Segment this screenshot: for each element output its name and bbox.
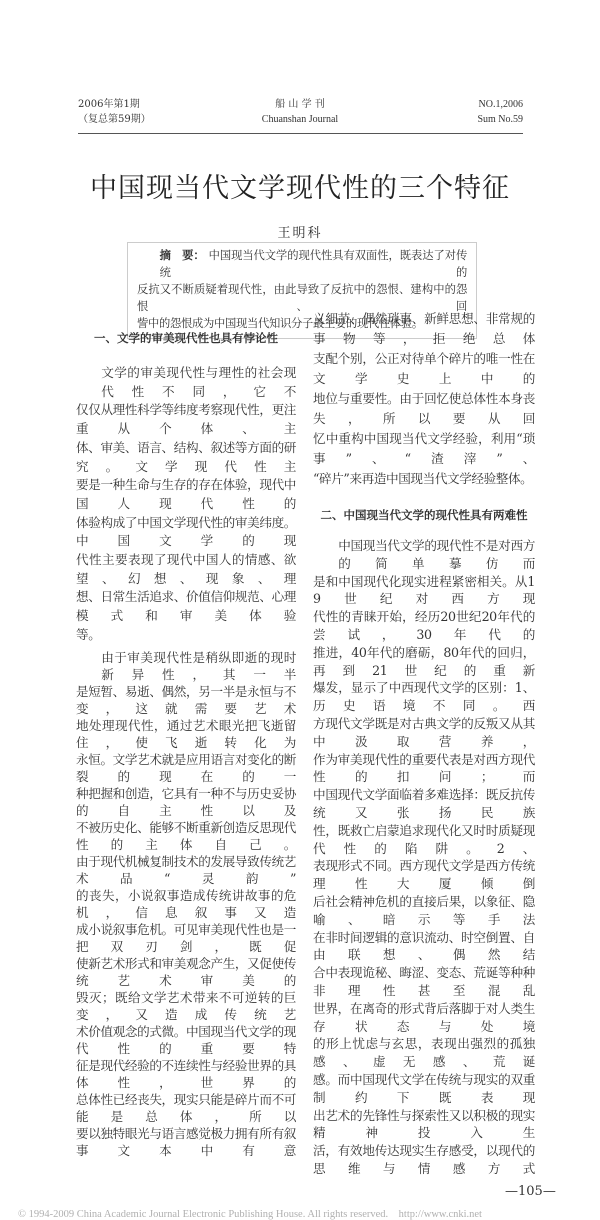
text-line: 使新艺术形式和审美观念产生，又促使传统艺术审美的	[76, 955, 296, 988]
paragraph	[76, 649, 296, 1159]
text-line: 活，有效地传达现实生存感受，以现代的思维与情感方式	[313, 1143, 535, 1176]
text-line: 代性主要表现了现代中国人的情感、欲望、幻想、现象、理	[76, 552, 296, 586]
abstract-line	[137, 247, 467, 281]
text-line: “碎片”来再造中国现当代文学经验整体。	[313, 471, 533, 486]
text-line: 合中表现诡秘、晦涩、变态、荒诞等种种非理性甚至混乱	[313, 965, 535, 998]
text-line: 体验构成了中国文学现代性的审美纬度。中国文学的现	[76, 514, 296, 549]
text-line: 等。	[76, 626, 101, 642]
text-line: 由于审美现代性是稍纵即逝的现时新异性，其一半	[101, 649, 296, 682]
journal-name-en: Chuanshan Journal	[261, 114, 339, 125]
text-line: 要是一种生命与生存的存在体验，现代中国人现代性的	[76, 477, 296, 511]
text-line: 永恒。文学艺术就是应用语言对变化的断裂的现在的一	[76, 751, 296, 784]
paragraph	[313, 537, 535, 1178]
text-line: 地处理现代性，通过艺术眼光把飞逝留住，使飞逝转化为	[76, 717, 296, 750]
text-line: 在非时间逻辑的意识流动、时空倒置、自由联想、偶然结	[313, 929, 535, 963]
text-line: 是短暂、易逝、偶然，另一半是永恒与不变，这就需要艺术	[76, 683, 296, 716]
text-line: 体、审美、语言、结构、叙述等方面的研究。文学现代性主	[76, 439, 296, 474]
text-line: 后社会精神危机的直接后果，以象征、隐喻、暗示等手法	[313, 893, 535, 927]
text-line: 种把握和创造，它具有一种不与历史妥协的自主性以及	[76, 785, 296, 818]
text-line: 征是现代经验的不连续性与经验世界的具体性，世界的	[76, 1057, 296, 1090]
abstract-label: 摘 要：	[159, 248, 205, 262]
text-line: 代性的青睐开始，经历20世纪20年代的尝试，30年代的	[313, 609, 535, 642]
right-column	[313, 309, 535, 1178]
text-line: 地位与重要性。由于回忆使总体性本身丧失，所以要从回	[313, 391, 535, 426]
text-line: 的丧失，小说叙事造成传统讲故事的危机，信息叙事又造	[76, 887, 296, 920]
page-number: —105—	[505, 1184, 556, 1199]
text-line: 支配个别，公正对待单个碎片的唯一性在文学史上中的	[313, 351, 535, 386]
abstract-text: 中国现当代文学的现代性具有双面性，既表达了对传统的	[159, 249, 467, 279]
text-line: 忆中重构中国现当代文学经验，利用“琐事”、“渣滓”、	[313, 431, 535, 466]
issue-info	[78, 97, 151, 127]
text-line: 文学的审美现代性与理性的社会现代性不同，它不	[101, 365, 296, 399]
issue: 2006年第1期	[78, 99, 140, 110]
text-line: 总体性已经丧失，现实只能是碎片而不可能是总体，所以	[76, 1091, 296, 1124]
section-2-heading: 二、中国现当代文学的现代性具有两难性	[320, 508, 528, 522]
text-line: 不被历史化、能够不断重新创造反思现代性的主体自己。	[76, 819, 296, 852]
article-title: 中国现当代文学现代性的三个特征	[90, 173, 510, 204]
header-rule	[78, 133, 523, 134]
left-column	[76, 330, 296, 1159]
text-line: 表现形式不同。西方现代文学是西方传统理性大厦倾倒	[313, 858, 535, 892]
copyright-footer: © 1994-2009 China Academic Journal Electronic Publishing House. All rights reserved. http://www.cnki.net	[18, 1209, 482, 1220]
text-line: 作为审美现代性的重要代表是对西方现代性的扣问；而	[313, 751, 535, 785]
issue-en: NO.1,2006	[478, 99, 523, 110]
text-line: 想、日常生活追求、价值信仰规范、心理模式和审美体验	[76, 589, 296, 624]
text-line: 术价值观念的式微。中国现当代文学的现代性的重要特	[76, 1023, 296, 1056]
total-issue-en: Sum No.59	[477, 114, 523, 125]
text-line: 爆发，显示了中西现代文学的区别：1、历史语境不同。西	[313, 680, 535, 714]
text-line: 感。而中国现代文学在传统与现实的双重制约下既表现	[313, 1071, 535, 1105]
text-line: 中国现当代文学的现代性不是对西方的简单摹仿而	[338, 538, 535, 571]
text-line: 是和中国现代化现实进程紧密相关。从19世纪对西方现	[313, 573, 535, 607]
text-line: 方现代文学既是对古典文学的反叛又从其中汲取营养，	[313, 715, 535, 749]
text-line: 的形上忧虑与玄思，表现出强烈的孤独感、虚无感、荒诞	[313, 1036, 535, 1070]
journal-name-cn: 船 山 学 刊	[275, 99, 325, 110]
text-line: 世界，在离奇的形式背后落脚于对人类生存状态与处境	[313, 1000, 535, 1034]
text-line: 推进，40年代的磨砺，80年代的回归，再到21世纪的重新	[313, 644, 535, 678]
text-line: 性，既救亡启蒙追求现代化又时时质疑现代性的陷阱。2、	[313, 822, 535, 856]
text-line: 仅仅从理性科学等纬度考察现代性，更注重从个体、主	[76, 402, 296, 437]
text-line: 义细节、偶然琐事、新鲜思想、非常规的事物等，拒绝总体	[313, 311, 535, 346]
abstract-line: 訾中的怨恨成为中国现当代知识分子最主要的现代性体验。	[137, 317, 423, 330]
journal-name	[200, 97, 400, 127]
total-issue: （复总第59期）	[78, 114, 151, 125]
author: 王明科	[277, 226, 323, 241]
abstract-line: 反抗又不断质疑着现代性，由此导致了反抗中的怨恨、建构中的怨恨、回	[137, 283, 467, 313]
issue-info-en	[477, 97, 523, 127]
text-line: 由于现代机械复制技术的发展导致传统艺术品“灵韵”	[76, 853, 296, 886]
text-line: 出艺术的先锋性与探索性又以积极的现实精神投入生	[313, 1107, 535, 1141]
text-line: 要以独特眼光与语言感觉极力拥有所有叙事文本中有意	[76, 1125, 296, 1158]
text-line: 毁灭；既给文学艺术带来不可逆转的巨变，又造成传统艺	[76, 989, 296, 1022]
text-line: 成小说叙事危机。可见审美现代性也是一把双刃剑，既促	[76, 921, 296, 954]
section-1-heading: 一、文学的审美现代性也具有悖论性	[94, 331, 278, 345]
text-line: 中国现代文学面临着多难选择：既反抗传统又张扬民族	[313, 787, 535, 820]
paragraph	[76, 364, 296, 645]
paragraph-continued	[313, 309, 535, 489]
